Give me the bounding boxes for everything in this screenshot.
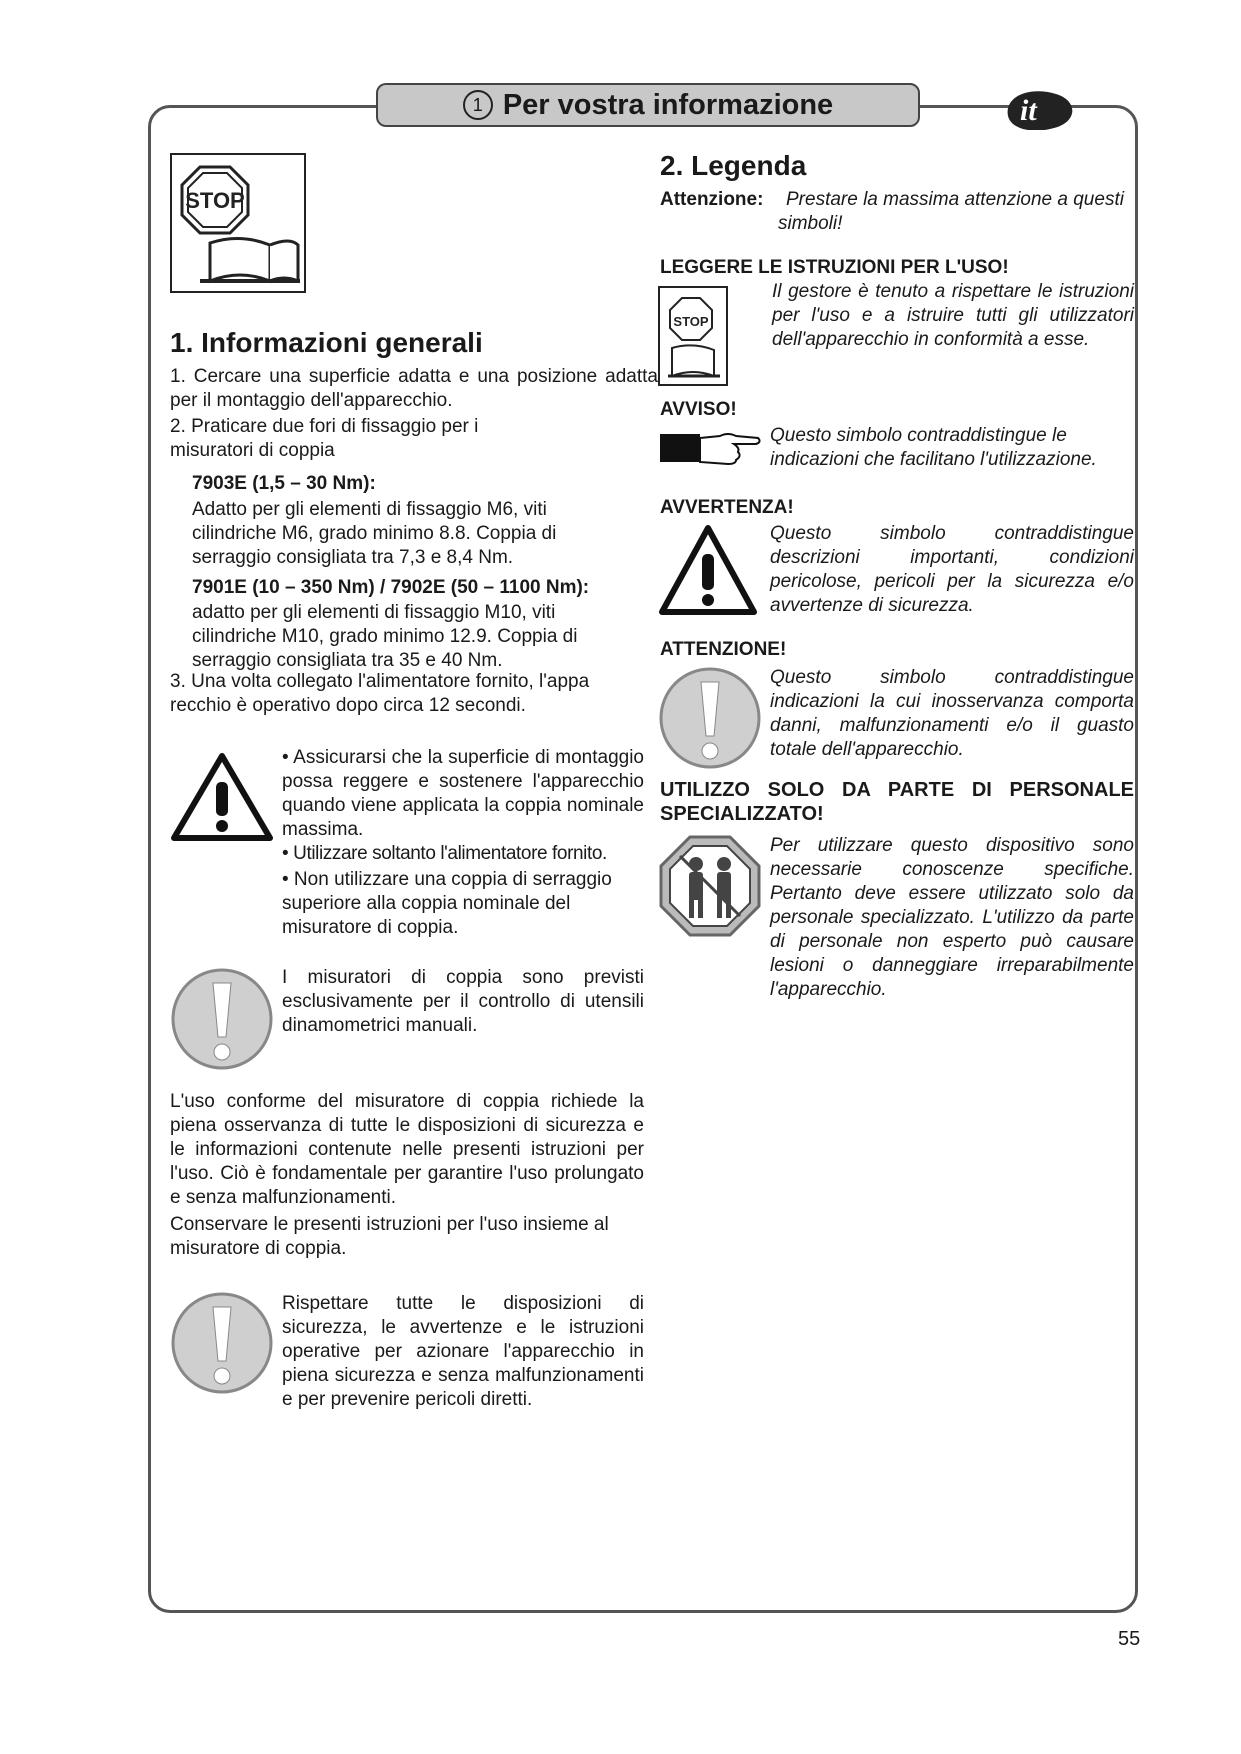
svg-text:STOP: STOP xyxy=(673,314,709,329)
legend-heading-caution: ATTENZIONE! xyxy=(660,639,787,660)
section-title: Per vostra informazione xyxy=(502,88,834,121)
warning-triangle-icon xyxy=(170,752,274,842)
attention-label: Attenzione: xyxy=(660,189,764,210)
section-title-legend: 2. Legenda xyxy=(660,150,807,181)
item-3: 3. Una volta collegato l'alimentatore fornito, l'appa recchio è operativo dopo circa 12 secondi. xyxy=(170,671,590,716)
note-2: Rispettare tutte le disposizioni di sicurezza, le avvertenze e le istruzioni operative per azionare l'apparecchio in piena sicurezza e senza malfunzionamenti e per prevenire pericoli diretti. xyxy=(282,1293,644,1410)
paragraph-2: Conservare le presenti istruzioni per l'uso insieme al misuratore di coppia. xyxy=(170,1214,609,1259)
sub1-title: 7903E (1,5 – 30 Nm): xyxy=(192,473,376,494)
section-title-general: 1. Informazioni generali xyxy=(170,327,483,358)
legend-heading-specialist: UTILIZZO SOLO DA PARTE DI PERSONALE SPECIALIZZATO! xyxy=(660,779,1134,825)
item-2: 2. Praticare due fori di fissaggio per i misuratori di coppia xyxy=(170,416,479,461)
caution-circle-icon-2 xyxy=(170,1291,274,1395)
warning-triangle-legend-icon xyxy=(658,524,758,616)
language-badge-icon xyxy=(1000,88,1080,130)
legend-text-specialist: Per utilizzare questo dispositivo sono necessarie conoscenze specifiche. Pertanto deve essere utilizzato solo da personale specializzato. L'utilizzo da parte di personale non esperto può causare lesioni o danneggiare irreparabilmente l'apparecchio. xyxy=(770,835,1134,1000)
language-label: it xyxy=(1020,94,1037,127)
read-manual-stop-icon xyxy=(170,153,306,293)
legend-text-notice: Questo simbolo contraddistingue le indicazioni che facilitano l'utilizzazione. xyxy=(770,425,1097,470)
item-1: 1. Cercare una superficie adatta e una posizione adatta per il montaggio dell'apparecchio. xyxy=(170,366,658,411)
paragraph-1: L'uso conforme del misuratore di coppia richiede la piena osservanza di tutte le disposizioni di sicurezza e le informazioni contenute nelle presenti istruzioni per l'uso. Ciò è fondamentale per garantire l'uso prolungato e senza malfunzionamenti. xyxy=(170,1091,644,1208)
legend-heading-notice: AVVISO! xyxy=(660,399,737,420)
page-number: 55 xyxy=(1118,1628,1141,1650)
warning-bullet-1: • Assicurarsi che la superficie di montaggio possa reggere e sostenere l'apparecchio quando viene applicata la coppia nominale massima. xyxy=(282,747,644,840)
note-1: I misuratori di coppia sono previsti esclusivamente per il controllo di utensili dinamometrici manuali. xyxy=(282,967,644,1036)
specialist-only-icon xyxy=(658,834,762,938)
sub2-text: adatto per gli elementi di fissaggio M10, viti cilindriche M10, grado minimo 12.9. Coppia di serraggio consigliata tra 35 e 40 Nm. xyxy=(192,602,578,671)
stop-label: STOP xyxy=(185,188,245,213)
section-header xyxy=(376,83,920,127)
legend-text-caution: Questo simbolo contraddistingue indicazioni la cui inosservanza comporta danni, malfunzionamenti e/o il guasto totale dell'apparecchio. xyxy=(770,667,1134,760)
read-manual-stop-small-icon xyxy=(658,286,728,386)
section-number: 1 xyxy=(463,90,493,120)
sub1-text: Adatto per gli elementi di fissaggio M6, viti cilindriche M6, grado minimo 8.8. Coppia di serraggio consigliata tra 7,3 e 8,4 Nm. xyxy=(192,499,557,568)
warning-bullet-3: • Non utilizzare una coppia di serraggio superiore alla coppia nominale del misuratore di coppia. xyxy=(282,869,612,938)
caution-circle-icon-1 xyxy=(170,967,274,1071)
pointing-hand-icon xyxy=(658,426,762,468)
caution-circle-legend-icon xyxy=(658,666,762,770)
attention-text: Prestare la massima attenzione a questi simboli! xyxy=(778,189,1124,234)
sub2-title: 7901E (10 – 350 Nm) / 7902E (50 – 1100 Nm): xyxy=(192,577,590,598)
legend-heading-warning: AVVERTENZA! xyxy=(660,497,794,518)
legend-text-warning: Questo simbolo contraddistingue descrizioni importanti, condizioni pericolose, pericoli per la sicurezza e/o avvertenze di sicurezza. xyxy=(770,523,1134,616)
legend-text-read: Il gestore è tenuto a rispettare le istruzioni per l'uso e a istruire tutti gli utilizzatori dell'apparecchio in conformità a esse. xyxy=(772,281,1134,350)
warning-bullet-2: • Utilizzare soltanto l'alimentatore fornito. xyxy=(282,843,607,864)
legend-heading-read: LEGGERE LE ISTRUZIONI PER L'USO! xyxy=(660,257,1009,278)
